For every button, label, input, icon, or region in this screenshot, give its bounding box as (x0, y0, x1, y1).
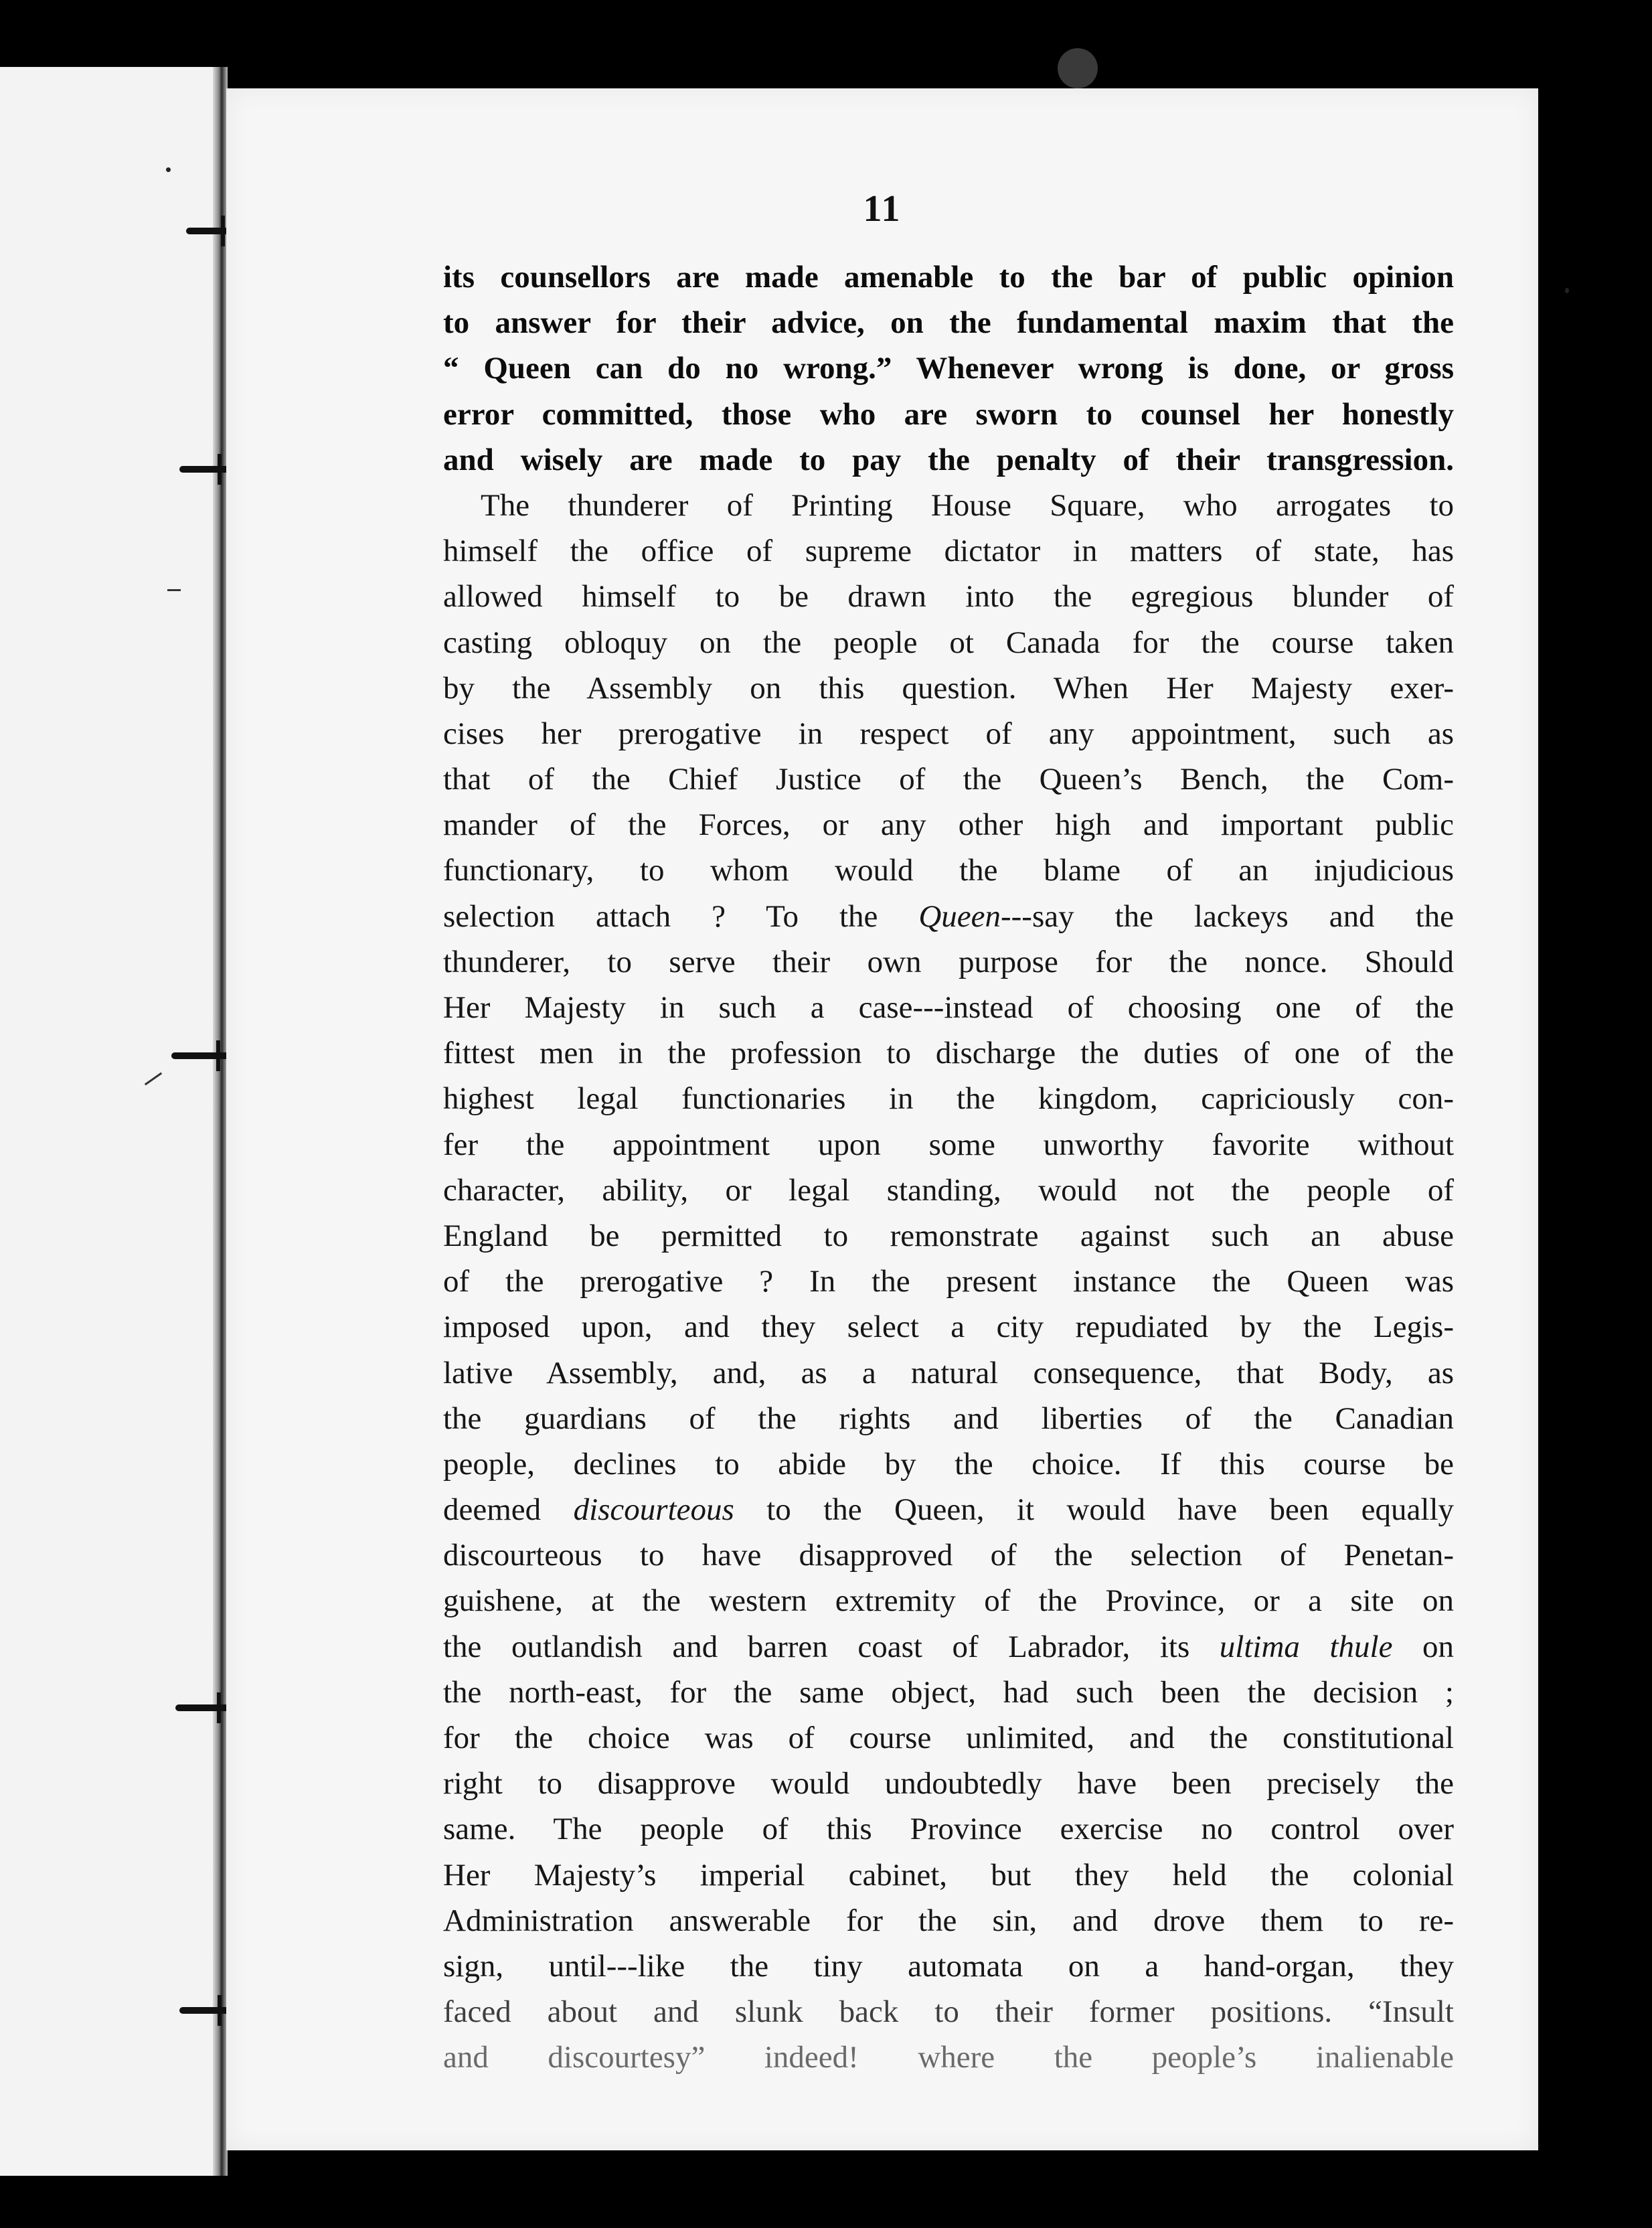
line-text: the north-east, for the same object, had such been the decision ; (443, 1674, 1454, 1710)
line-text: fittest men in the profession to discharge the duties of one of the (443, 1036, 1454, 1071)
line-text: Her Majesty’s imperial cabinet, but they held the colonial (443, 1857, 1454, 1893)
text-line (443, 1989, 1454, 2035)
line-text: people, declines to abide by the choice. If this course be (443, 1446, 1454, 1482)
line-text: cises her prerogative in respect of any appointment, such as (443, 716, 1454, 751)
line-text: right to disapprove would undoubtedly have been precisely the (443, 1766, 1454, 1802)
scan-speck (1565, 288, 1569, 293)
text-line (443, 1852, 1454, 1898)
line-text: by the Assembly on this question. When Her Majesty exer- (443, 670, 1454, 706)
text-line (443, 1670, 1454, 1715)
text-line (443, 1076, 1454, 1121)
italic-text: discourteous (573, 1492, 734, 1528)
text-line (443, 1168, 1454, 1213)
body-text (443, 254, 1454, 2081)
text-line (443, 620, 1454, 665)
line-text: to the Queen, it would have been equally (734, 1492, 1454, 1528)
text-line (443, 483, 1454, 528)
text-line (443, 1213, 1454, 1259)
text-line (443, 1030, 1454, 1076)
previous-page-edge (0, 67, 221, 2176)
line-text: Administration answerable for the sin, and drove them to re- (443, 1903, 1454, 1938)
text-line (443, 300, 1454, 345)
line-text: of the prerogative ? In the present instance the Queen was (443, 1264, 1454, 1299)
text-line (443, 1441, 1454, 1487)
line-text: lative Assembly, and, as a natural consequence, that Body, as (443, 1355, 1454, 1390)
text-line (443, 665, 1454, 711)
text-line (443, 1761, 1454, 1806)
line-text: character, ability, or legal standing, would not the people of (443, 1172, 1454, 1208)
line-text: highest legal functionaries in the kingdom, capriciously con- (443, 1081, 1454, 1117)
page-number: 11 (863, 188, 902, 230)
line-text: error committed, those who are sworn to counsel her honestly (443, 396, 1454, 432)
line-text: same. The people of this Province exercise no control over (443, 1812, 1454, 1847)
text-line (443, 345, 1454, 391)
page (226, 88, 1538, 2150)
line-text: Her Majesty in such a case---instead of choosing one of the (443, 990, 1454, 1025)
line-text: that of the Chief Justice of the Queen’s Bench, the Com- (443, 762, 1454, 797)
line-text: its counsellors are made amenable to the bar of public opinion (443, 260, 1454, 295)
line-text: and discourtesy” indeed! where the people’s inalienable (443, 2040, 1454, 2075)
text-line (443, 528, 1454, 574)
line-text: England be permitted to remonstrate against such an abuse (443, 1218, 1454, 1253)
italic-text: Queen (918, 898, 1001, 934)
line-text: for the choice was of course unlimited, and the constitutional (443, 1721, 1454, 1755)
line-text: the outlandish and barren coast of Labrador, its (443, 1629, 1220, 1664)
text-line (443, 1396, 1454, 1441)
text-line (443, 1259, 1454, 1304)
book-spine (213, 67, 228, 2176)
line-text: The thunderer of Printing House Square, who arrogates to (481, 487, 1454, 523)
line-text: the guardians of the rights and liberties of the Canadian (443, 1401, 1454, 1436)
line-text: on (1392, 1629, 1454, 1664)
line-text: deemed (443, 1492, 574, 1528)
text-line (443, 1624, 1454, 1670)
line-text: mander of the Forces, or any other high and important public (443, 807, 1454, 843)
line-text: imposed upon, and they select a city repudiated by the Legis- (443, 1309, 1454, 1345)
text-line (443, 1578, 1454, 1623)
text-line (443, 1532, 1454, 1578)
line-text: selection attach ? To the (443, 898, 919, 934)
line-text: allowed himself to be drawn into the egregious blunder of (443, 579, 1454, 615)
text-line (443, 985, 1454, 1030)
line-text: “ Queen can do no wrong.” Whenever wrong is done, or gross (443, 351, 1454, 386)
line-text: functionary, to whom would the blame of an injudicious (443, 853, 1454, 888)
text-line (443, 1122, 1454, 1168)
text-line (443, 757, 1454, 802)
text-line (443, 1898, 1454, 1943)
text-line (443, 1715, 1454, 1761)
text-line (443, 1304, 1454, 1350)
text-line (443, 711, 1454, 757)
line-text: casting obloquy on the people ot Canada for the course taken (443, 625, 1454, 660)
text-line (443, 574, 1454, 619)
binding-mark (167, 589, 181, 591)
line-text: and wisely are made to pay the penalty of their transgression. (443, 442, 1454, 477)
text-line (443, 392, 1454, 437)
text-line (443, 437, 1454, 483)
line-text: to answer for their advice, on the fundamental maxim that the (443, 305, 1454, 341)
line-text: fer the appointment upon some unworthy favorite without (443, 1127, 1454, 1162)
line-text: sign, until---like the tiny automata on a hand-organ, they (443, 1948, 1454, 1984)
text-line (443, 1943, 1454, 1989)
italic-text: ultima thule (1219, 1629, 1393, 1664)
text-line (443, 848, 1454, 893)
text-line (443, 939, 1454, 985)
scan-speck (1058, 48, 1098, 88)
text-line (443, 894, 1454, 939)
scan-speck (166, 167, 171, 172)
text-line (443, 2035, 1454, 2080)
text-line (443, 802, 1454, 848)
line-text: faced about and slunk back to their former positions. “Insult (443, 1994, 1454, 2030)
line-text: thunderer, to serve their own purpose for the nonce. Should (443, 944, 1454, 979)
text-line (443, 1487, 1454, 1532)
text-line (443, 254, 1454, 300)
line-text: himself the office of supreme dictator in matters of state, has (443, 534, 1454, 569)
line-text: ---say the lackeys and the (1000, 898, 1454, 934)
line-text: discourteous to have disapproved of the selection of Penetan- (443, 1538, 1454, 1573)
line-text: guishene, at the western extremity of the Province, or a site on (443, 1583, 1454, 1619)
text-line (443, 1350, 1454, 1396)
text-line (443, 1806, 1454, 1852)
